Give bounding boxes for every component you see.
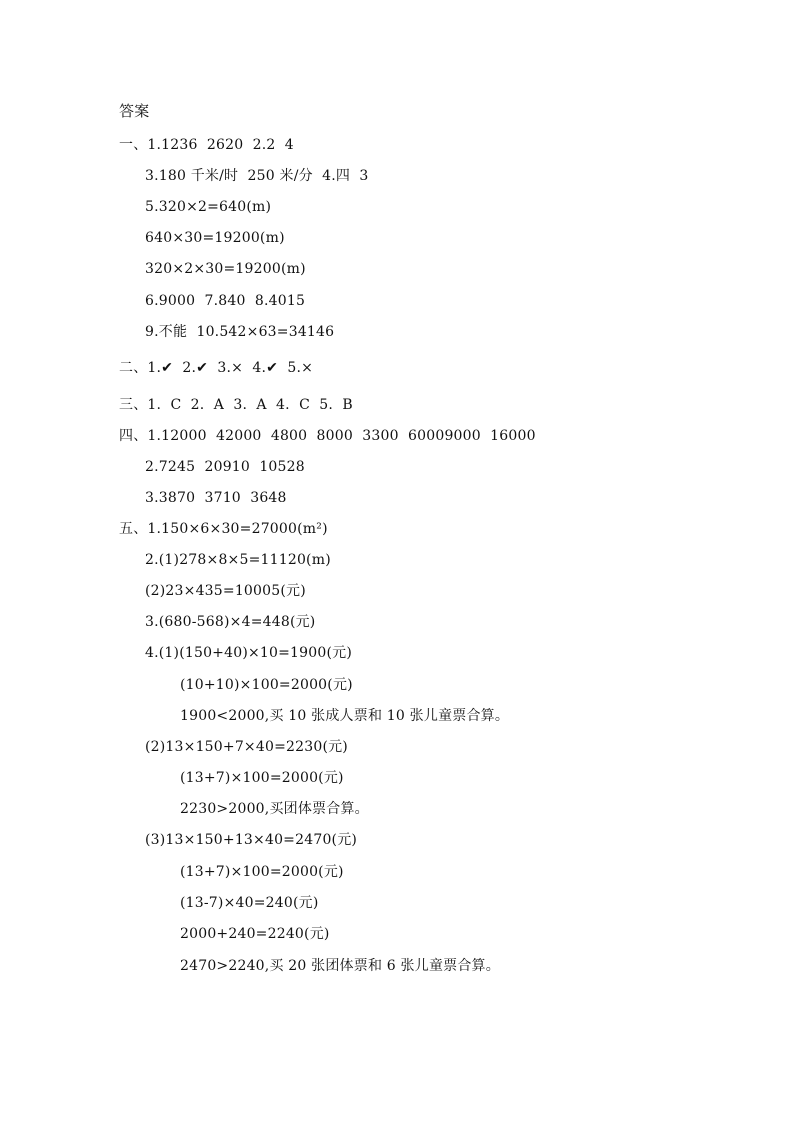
page-title: 答案: [119, 102, 150, 120]
section-five-line-15: 2470>2240,买 20 张团体票和 6 张儿童票合算。: [180, 958, 500, 974]
section-five-line-12: (13+7)×100=2000(元): [180, 864, 344, 880]
section-five-line-11: (3)13×150+13×40=2470(元): [145, 832, 358, 848]
section-five-line-1: 五、1.150×6×30=27000(m²): [119, 521, 328, 537]
section-five-line-13: (13-7)×40=240(元): [180, 895, 319, 911]
section-one-line-4: 640×30=19200(m): [145, 230, 285, 246]
section-one-line-2: 3.180 千米/时 250 米/分 4.四 3: [145, 168, 369, 184]
section-five-line-10: 2230>2000,买团体票合算。: [180, 801, 369, 817]
section-three-line: 三、1. C 2. A 3. A 4. C 5. B: [119, 397, 353, 413]
section-four-line-3: 3.3870 3710 3648: [145, 490, 287, 506]
section-one-line-6: 6.9000 7.840 8.4015: [145, 293, 306, 309]
section-five-line-2: 2.(1)278×8×5=11120(m): [145, 552, 331, 568]
section-five-line-6: (10+10)×100=2000(元): [180, 677, 353, 693]
section-five-line-3: (2)23×435=10005(元): [145, 583, 306, 599]
section-five-line-8: (2)13×150+7×40=2230(元): [145, 739, 348, 755]
section-five-line-4: 3.(680-568)×4=448(元): [145, 614, 316, 630]
section-five-line-9: (13+7)×100=2000(元): [180, 770, 344, 786]
section-one-line-7: 9.不能 10.542×63=34146: [145, 324, 335, 340]
section-five-line-5: 4.(1)(150+40)×10=1900(元): [145, 645, 353, 661]
section-four-line-2: 2.7245 20910 10528: [145, 459, 305, 475]
section-four-line-1: 四、1.12000 42000 4800 8000 3300 60009000 16000: [119, 428, 536, 444]
section-one-line-3: 5.320×2=640(m): [145, 199, 272, 215]
section-one-line-1: 一、1.1236 2620 2.2 4: [119, 137, 294, 153]
section-two-line: 二、1.✔ 2.✔ 3.× 4.✔ 5.×: [119, 360, 314, 376]
section-five-line-14: 2000+240=2240(元): [180, 926, 330, 942]
section-one-line-5: 320×2×30=19200(m): [145, 261, 306, 277]
section-five-line-7: 1900<2000,买 10 张成人票和 10 张儿童票合算。: [180, 708, 510, 724]
